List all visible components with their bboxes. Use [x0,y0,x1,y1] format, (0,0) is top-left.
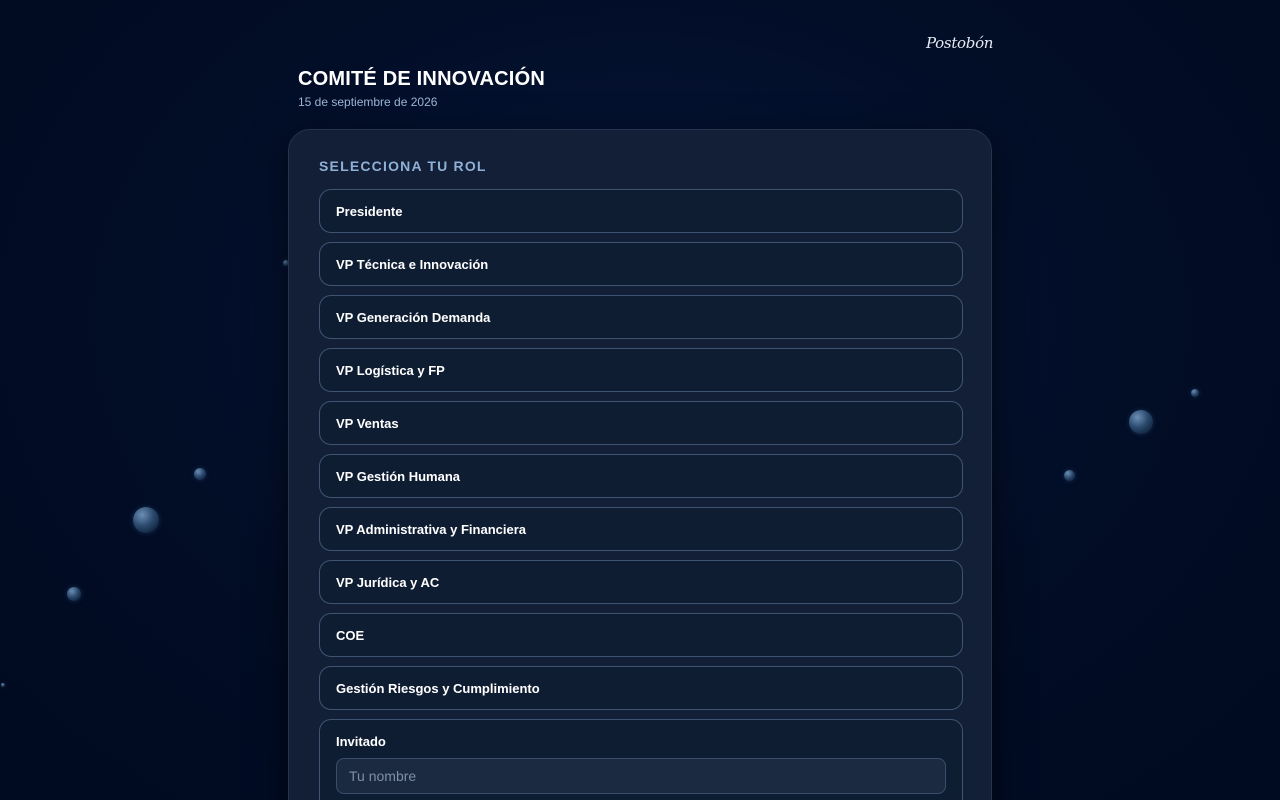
role-option-label: VP Logística y FP [336,362,445,378]
role-option-label: Invitado [336,734,386,749]
role-option-gestion-riesgos[interactable] [319,666,963,710]
decorative-bubble [194,468,206,480]
page-title: COMITÉ DE INNOVACIÓN [298,68,545,90]
section-label: SELECCIONA TU ROL [319,158,487,174]
role-option-label: VP Ventas [336,415,399,431]
role-option-label: VP Técnica e Innovación [336,256,489,272]
role-option-vp-logistica[interactable] [319,348,963,392]
role-option-vp-tecnica[interactable] [319,242,963,286]
role-selection-card [288,129,992,800]
decorative-bubble [1064,470,1075,481]
decorative-bubble [67,587,81,601]
decorative-bubble [133,507,159,533]
role-option-vp-administrativa[interactable] [319,507,963,551]
role-list [319,189,963,800]
page-header [298,66,998,110]
role-option-label: VP Gestión Humana [336,468,461,484]
role-option-vp-generacion-demanda[interactable] [319,295,963,339]
role-option-invitado[interactable] [319,719,963,800]
role-option-presidente[interactable] [319,189,963,233]
role-option-coe[interactable] [319,613,963,657]
role-option-vp-ventas[interactable] [319,401,963,445]
role-option-label: COE [336,627,365,643]
guest-name-input[interactable] [336,758,946,794]
role-option-label: VP Generación Demanda [336,309,491,325]
role-option-label: Gestión Riesgos y Cumplimiento [336,680,540,696]
decorative-bubble [1,683,5,687]
brand-logo: Postobón [926,34,994,52]
role-option-label: VP Administrativa y Financiera [336,521,527,537]
role-option-vp-juridica[interactable] [319,560,963,604]
decorative-bubble [1191,389,1199,397]
role-option-label: Presidente [336,203,403,219]
role-option-label: VP Jurídica y AC [336,574,440,590]
meeting-date: 15 de septiembre de 2026 [298,95,438,109]
decorative-bubble [1129,410,1153,434]
role-option-vp-gestion-humana[interactable] [319,454,963,498]
